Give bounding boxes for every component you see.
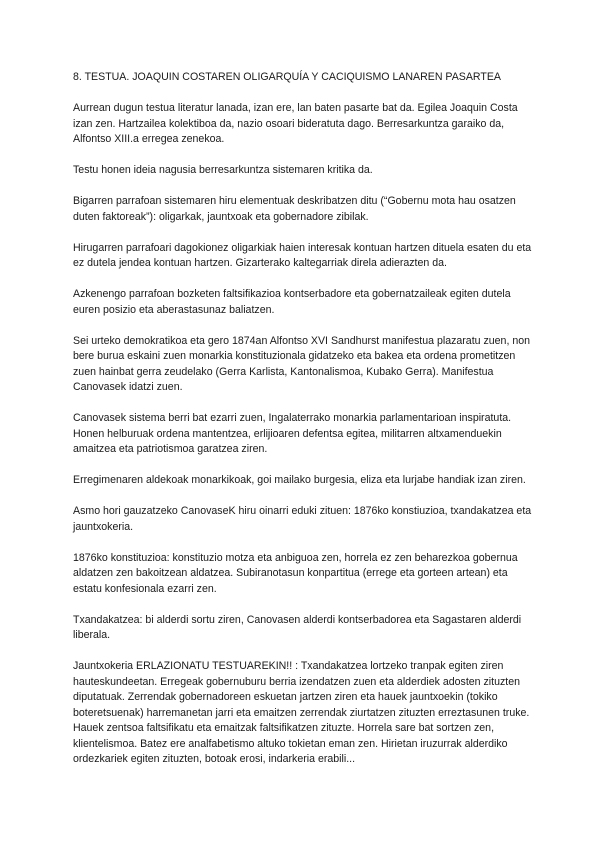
paragraph-three-bases: Asmo hori gauzatzeko CanovaseK hiru oinarri eduki zituen: 1876ko konstiuzioa, txandakatzea eta jauntxokeria.	[73, 505, 532, 533]
paragraph-second: Bigarren parrafoan sistemaren hiru elementuak deskribatzen ditu (“Gobernu mota hau osatzen duten faktoreak”): oligarkak, jauntxoak eta gobernadore zibilak.	[73, 195, 516, 223]
document-body	[73, 70, 535, 783]
paragraph-constitution: 1876ko konstituzioa: konstituzio motza eta anbiguoa zen, horrela ez zen beharezkoa gobernua aldatzen zen bakoitzean aldatzea. Subiranotasun konpartitua (errege eta gorteen artean) eta estatu konfesionala ezarri zen.	[73, 551, 518, 595]
paragraph-caciquism: Jauntxokeria ERLAZIONATU TESTUAREKIN!! : Txandakatzea lortzeko tranpak egiten ziren hauteskundeetan. Erregeak gobernuburu berria izendatzen zuen eta alderdiek adosten zituzten diputatuak. Zerrendak gobernadoreen eskuetan jartzen ziren eta hauek jauntxoekin (tokiko boteretsuenak) harremanetan jarri eta emaitzen zerrendak ziurtatzen zituzten erreztasunen truke. Hauek zentsoa faltsifikatu eta emaitzak faltsifikatzen zituzte. Horrela sare bat sortzen zen, klientelismoa. Batez ere analfabetismo altuko tokietan eman zen. Hirietan iruzurrak alderdiko ordezkariek egiten zituzten, botoak erosi, indarkeria erabili...	[73, 660, 530, 765]
paragraph-turnover: Txandakatzea: bi alderdi sortu ziren, Canovasen alderdi kontserbadorea eta Sagastaren alderdi liberala.	[73, 613, 522, 641]
paragraph-supporters: Erregimenaren aldekoak monarkikoak, goi mailako burgesia, eliza eta lurjabe handiak izan ziren.	[73, 474, 526, 486]
document-title: 8. TESTUA. JOAQUIN COSTAREN OLIGARQUÍA Y CACIQUISMO LANAREN PASARTEA	[73, 71, 501, 83]
paragraph-main-idea: Testu honen ideia nagusia berresarkuntza sistemaren kritika da.	[73, 164, 373, 176]
paragraph-intro: Aurrean dugun testua literatur lanada, izan ere, lan baten pasarte bat da. Egilea Joaquin Costa izan zen. Hartzailea kolektiboa da, nazio osoari bideratuta dago. Berresarkuntza garaiko da, Alfontso XIII.a erregea zenekoa.	[73, 102, 518, 145]
paragraph-canovas-system: Canovasek sistema berri bat ezarri zuen, Ingalaterrako monarkia parlamentarioan inspiratuta. Honen helburuak ordena mantentzea, erlijioaren defentsa egitea, militarren altxamenduekin amaitzea eta patriotismoa garatzea ziren.	[73, 412, 512, 455]
paragraph-last: Azkenengo parrafoan bozketen faltsifikazioa kontserbadore eta gobernatzaileak egiten dutela euren posizio eta aberastasunaz baliatzen.	[73, 288, 511, 316]
paragraph-third: Hirugarren parrafoari dagokionez oligarkiak haien interesak kontuan hartzen dituela esaten du eta ez dutela jendea kontuan hartzen. Gizarterako kaltegarriak direla adierazten da.	[73, 241, 532, 269]
paragraph-sandhurst: Sei urteko demokratikoa eta gero 1874an Alfontso XVI Sandhurst manifestua plazaratu zuen, non bere burua eskaini zuen monarkia konstituzionala gidatzeko eta bakea eta ordena prometitzen zuen hainbat gerra zeudelako (Gerra Karlista, Kantonalismoa, Kubako Gerra). Manifestua Canovasek idatzi zuen.	[73, 334, 530, 393]
